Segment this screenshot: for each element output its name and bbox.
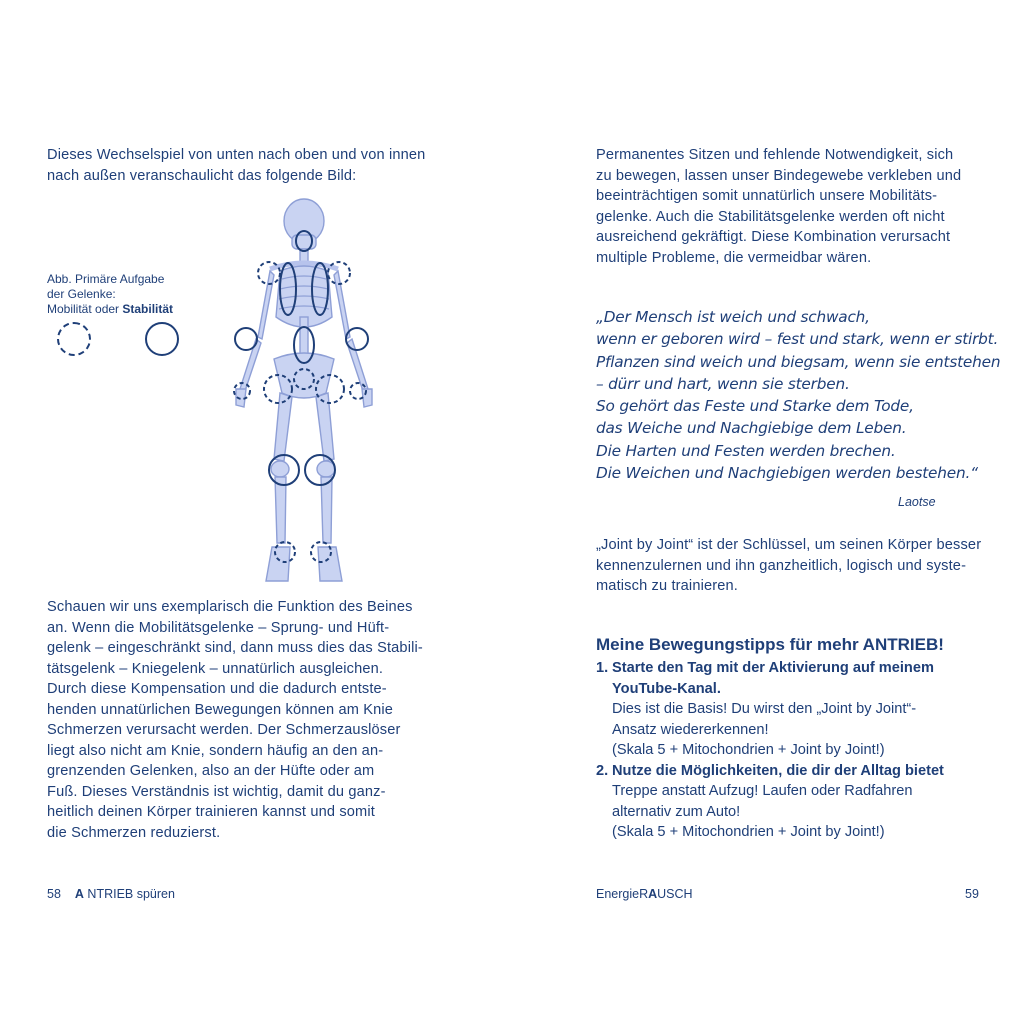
- body-line: kennenzulernen und ihn ganzheitlich, logisch und syste-: [596, 557, 967, 574]
- right-footer-brand: [596, 886, 693, 902]
- tips-heading: Meine Bewegungstipps für mehr ANTRIEB!: [596, 635, 944, 654]
- quote-line: Pflanzen sind weich und biegsam, wenn sie entstehen: [596, 352, 1001, 371]
- skeleton-figure: [222, 197, 382, 589]
- page-number-left: 58: [47, 887, 61, 901]
- tip-title-line: Nutze die Möglichkeiten, die dir der Alltag bietet: [612, 762, 944, 779]
- body-line: an. Wenn die Mobilitätsgelenke – Sprung- und Hüft-: [47, 619, 390, 636]
- right-page: [512, 0, 1024, 1024]
- body-line: Fuß. Dieses Verständnis ist wichtig, damit du ganz-: [47, 783, 386, 800]
- left-body-text: [47, 597, 429, 843]
- tip-number: 2.: [596, 762, 609, 779]
- tip-text-line: (Skala 5 + Mitochondrien + Joint by Joint!): [612, 742, 885, 758]
- body-line: zu bewegen, lassen unser Bindegewebe verkleben und: [596, 167, 962, 184]
- body-line: heitlich deinen Körper trainieren kannst und somit: [47, 804, 375, 820]
- tip-text-line: alternativ zum Auto!: [612, 803, 741, 820]
- caption-line-3: [47, 302, 217, 317]
- body-line: Permanentes Sitzen und fehlende Notwendigkeit, sich: [596, 147, 954, 163]
- legend: [57, 322, 187, 358]
- body-line: tätsgelenk – Kniegelenk – unnatürlich ausgleichen.: [47, 660, 384, 677]
- stability-solid-circle-icon: [145, 322, 179, 356]
- tip-text-line: (Skala 5 + Mitochondrien + Joint by Joint!): [612, 824, 885, 840]
- tip-2-title: [596, 761, 996, 782]
- tip-text-line: Treppe anstatt Aufzug! Laufen oder Radfahren: [612, 783, 913, 799]
- body-line: beeinträchtigen somit unnatürlich unsere Mobilitäts-: [596, 188, 938, 204]
- quote-author: Laotse: [898, 495, 936, 509]
- brand-prefix: EnergieR: [596, 887, 649, 901]
- caption-mobility: Mobilität oder: [47, 302, 123, 316]
- body-line: Durch diese Kompensation und die dadurch entste-: [47, 681, 387, 697]
- body-line: henden unnatürlichen Bewegungen können am Knie: [47, 701, 394, 718]
- figure-caption: [47, 272, 217, 317]
- left-tibia: [275, 477, 286, 543]
- page-number-right: 59: [965, 887, 979, 901]
- quote-line: Die Harten und Festen werden brechen.: [596, 441, 896, 460]
- body-line: gelenke. Auch die Stabilitätsgelenke werden oft nicht: [596, 208, 945, 225]
- left-elbow-marker: [235, 328, 257, 350]
- right-tibia: [321, 477, 332, 543]
- body-line: multiple Probleme, die vermeidbar wären.: [596, 249, 872, 266]
- quote-line: So gehört das Feste und Starke dem Tode,: [596, 397, 914, 416]
- brand-suffix: USCH: [657, 887, 693, 901]
- movement-tips: [596, 634, 996, 843]
- body-line: „Joint by Joint“ ist der Schlüssel, um seinen Körper besser: [596, 537, 982, 553]
- tip-text-line: Dies ist die Basis! Du wirst den „Joint by Joint“-: [612, 701, 917, 717]
- tip-1-title: [596, 658, 996, 679]
- caption-line-2: der Gelenke:: [47, 287, 116, 301]
- caption-stability: Stabilität: [122, 302, 174, 316]
- body-line: gelenk – eingeschränkt sind, dann muss dies das Stabili-: [47, 640, 423, 656]
- body-line: Schauen wir uns exemplarisch die Funktion des Beines: [47, 599, 413, 615]
- lumbar-spine: [300, 317, 308, 357]
- joint-by-joint-text: [596, 535, 989, 597]
- quote-line: das Weiche und Nachgiebige dem Leben.: [596, 419, 907, 438]
- quote-line: wenn er geboren wird – fest und stark, wenn er stirbt.: [596, 330, 999, 349]
- tip-title-line: Starte den Tag mit der Aktivierung auf meinem: [612, 660, 934, 676]
- running-head-initial: A: [74, 887, 84, 901]
- quote-line: Die Weichen und Nachgiebigen werden bestehen.“: [596, 464, 978, 483]
- right-femur: [316, 393, 334, 461]
- body-line: matisch zu trainieren.: [596, 578, 738, 594]
- left-foot: [266, 547, 290, 581]
- left-knee: [271, 461, 289, 477]
- mobility-dashed-circle-icon: [57, 322, 91, 356]
- body-line: ausreichend gekräftigt. Diese Kombination verursacht: [596, 229, 951, 245]
- tip-number: 1.: [596, 660, 609, 676]
- skeleton-illustration: [222, 197, 382, 589]
- right-intro-text: [596, 145, 989, 268]
- running-head-rest: NTRIEB spüren: [87, 887, 175, 901]
- brand-bold: A: [648, 887, 658, 901]
- body-line: liegt also nicht am Knie, sondern häufig an den an-: [47, 742, 384, 759]
- body-line: Schmerzen verursacht werden. Der Schmerzauslöser: [47, 722, 401, 738]
- quote-line: „Der Mensch ist weich und schwach,: [596, 308, 870, 326]
- quote-line: – dürr und hart, wenn sie sterben.: [596, 374, 850, 393]
- right-knee: [317, 461, 335, 477]
- body-line: die Schmerzen reduzierst.: [47, 824, 221, 841]
- right-elbow-marker: [346, 328, 368, 350]
- tip-text-line: Ansatz wiedererkennen!: [612, 721, 769, 738]
- left-intro-text: Dieses Wechselspiel von unten nach oben und von innen nach außen veranschaulicht das folgende Bild:: [47, 147, 426, 184]
- body-line: grenzenden Gelenken, also an der Hüfte oder am: [47, 763, 375, 779]
- left-footer: [47, 886, 175, 902]
- caption-line-1: Abb. Primäre Aufgabe: [47, 272, 165, 286]
- laotse-quote: [596, 306, 1001, 484]
- left-upper-arm: [258, 271, 274, 339]
- tip-title-line: YouTube-Kanal.: [612, 680, 721, 697]
